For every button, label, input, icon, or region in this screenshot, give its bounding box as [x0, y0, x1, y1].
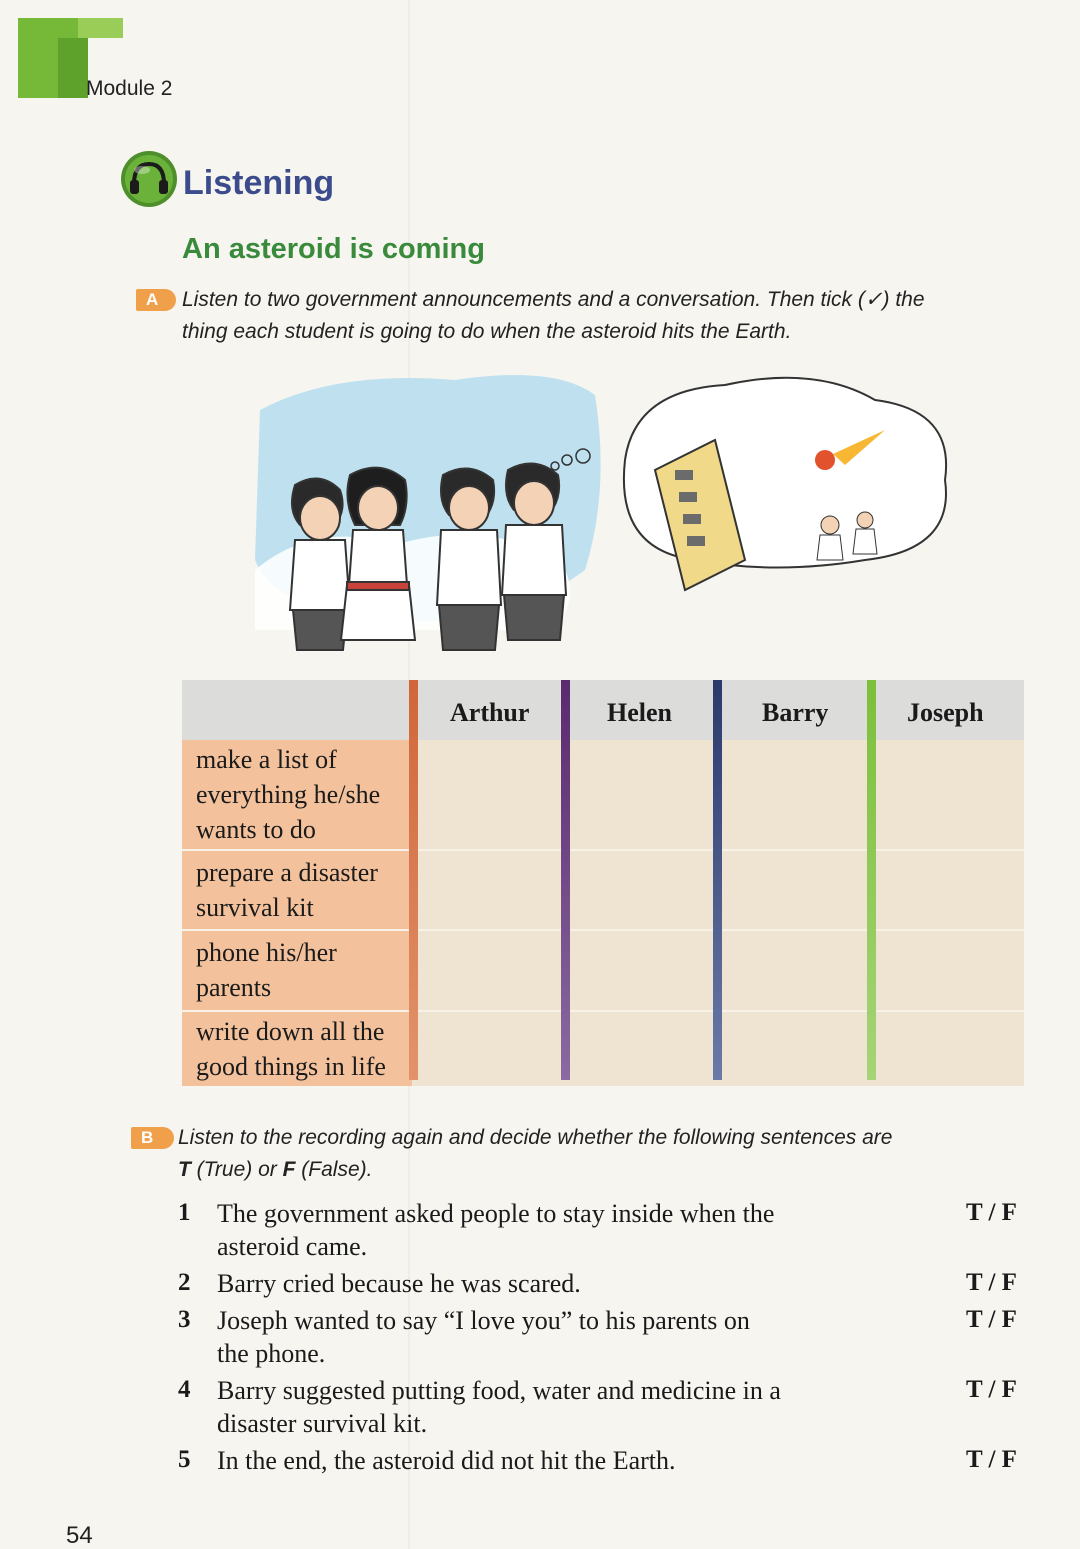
item-number: 1: [178, 1199, 191, 1226]
headphones-icon: [120, 150, 178, 208]
item-number: 3: [178, 1306, 191, 1333]
column-header-helen: Helen: [607, 698, 672, 727]
tick-cell-barry-list[interactable]: [722, 740, 867, 849]
table-header-row: [182, 680, 1024, 740]
part-b-instruction-line1: Listen to the recording again and decide whether the following sentences are: [178, 1126, 893, 1149]
item-number: 4: [178, 1376, 191, 1403]
part-a-instruction-line2: thing each student is going to do when the asteroid hits the Earth.: [182, 320, 792, 343]
tick-cell-barry-write[interactable]: [722, 1012, 867, 1086]
part-b-tag: B: [131, 1127, 174, 1149]
arthur-column-bar: [409, 680, 418, 1080]
activity-table: [182, 680, 1024, 1086]
section-title: Listening: [183, 164, 335, 202]
item-number: 5: [178, 1446, 191, 1473]
tick-cell-barry-kit[interactable]: [722, 851, 867, 929]
column-header-barry: Barry: [762, 698, 829, 727]
tick-cell-arthur-phone[interactable]: [418, 931, 561, 1010]
true-false-choice[interactable]: T / F: [966, 1306, 1017, 1333]
row-label-phone-parents: phone his/her parents: [196, 938, 337, 1002]
part-a-tag: A: [136, 289, 176, 311]
tick-cell-helen-kit[interactable]: [570, 851, 713, 929]
tick-cell-helen-list[interactable]: [570, 740, 713, 849]
students-asteroid-illustration: [255, 370, 960, 660]
tick-cell-joseph-write[interactable]: [876, 1012, 1024, 1086]
true-false-choice[interactable]: T / F: [966, 1376, 1017, 1403]
tick-cell-helen-write[interactable]: [570, 1012, 713, 1086]
true-false-choice[interactable]: T / F: [966, 1269, 1017, 1296]
item-text: Joseph wanted to say “I love you” to his parents on the phone.: [217, 1306, 750, 1368]
column-header-arthur: Arthur: [450, 698, 530, 727]
joseph-column-bar: [867, 680, 876, 1080]
page-number: 54: [66, 1522, 93, 1549]
tick-cell-helen-phone[interactable]: [570, 931, 713, 1010]
item-text: In the end, the asteroid did not hit the Earth.: [217, 1446, 676, 1475]
item-text: The government asked people to stay inside when the asteroid came.: [217, 1199, 775, 1261]
tick-cell-arthur-kit[interactable]: [418, 851, 561, 929]
tick-cell-arthur-write[interactable]: [418, 1012, 561, 1086]
tick-cell-joseph-kit[interactable]: [876, 851, 1024, 929]
helen-column-bar: [561, 680, 570, 1080]
barry-column-bar: [713, 680, 722, 1080]
part-a-instruction-line1: Listen to two government announcements and a conversation. Then tick (✓) the: [182, 288, 925, 311]
true-false-choice[interactable]: T / F: [966, 1446, 1017, 1473]
true-false-choice[interactable]: T / F: [966, 1199, 1017, 1226]
tick-cell-joseph-list[interactable]: [876, 740, 1024, 849]
column-header-joseph: Joseph: [907, 698, 984, 727]
row-label-good-things: write down all the good things in life: [196, 1017, 386, 1081]
tick-cell-joseph-phone[interactable]: [876, 931, 1024, 1010]
item-number: 2: [178, 1269, 191, 1296]
item-text: Barry cried because he was scared.: [217, 1269, 581, 1298]
row-label-list: make a list of everything he/she wants to do: [196, 745, 381, 844]
section-subtitle: An asteroid is coming: [182, 233, 485, 265]
tick-cell-arthur-list[interactable]: [418, 740, 561, 849]
module-label: Module 2: [86, 77, 173, 100]
part-b-instruction-line2: T (True) or F (False).: [178, 1158, 373, 1181]
item-text: Barry suggested putting food, water and medicine in a disaster survival kit.: [217, 1376, 781, 1438]
tick-cell-barry-phone[interactable]: [722, 931, 867, 1010]
row-label-survival-kit: prepare a disaster survival kit: [196, 858, 378, 922]
